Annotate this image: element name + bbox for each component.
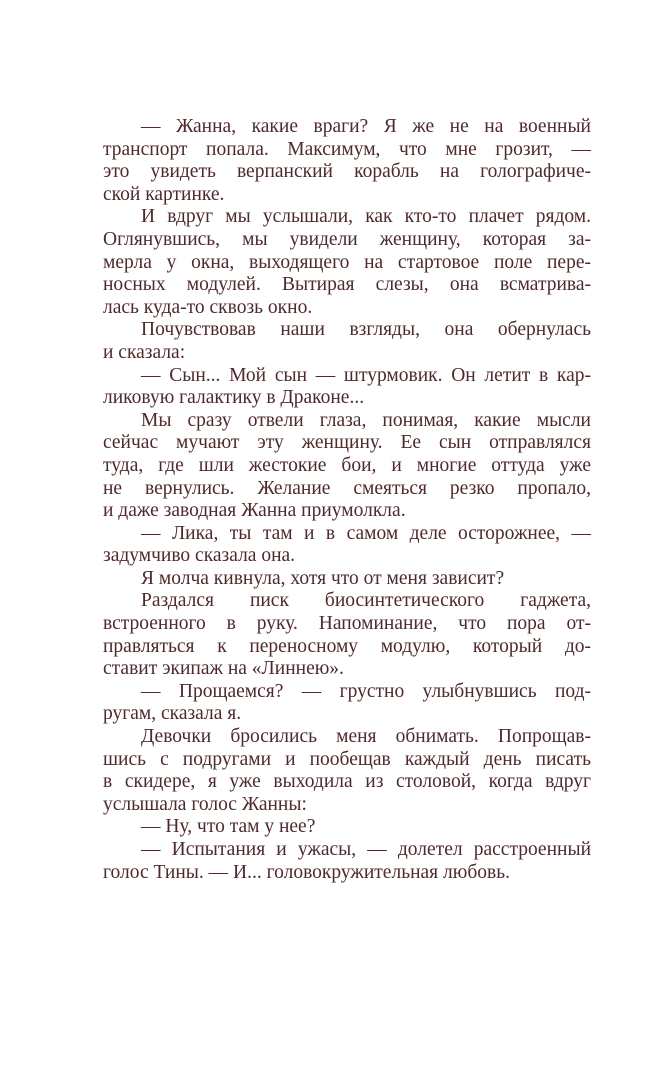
text-line: Мы сразу отвели глаза, понимая, какие мысли (141, 409, 591, 431)
text-line: ской картинке. (103, 183, 225, 205)
paragraph (103, 568, 591, 591)
text-line: задумчиво сказала она. (103, 545, 296, 567)
text-line: ругам, сказала я. (103, 703, 242, 725)
text-line: туда, где шли жестокие бои, и многие оттуда уже (103, 454, 591, 476)
text-line: Оглянувшись, мы увидели женщину, которая за- (103, 228, 591, 250)
text-line: — Сын... Мой сын — штурмовик. Он летит в кар- (141, 364, 591, 386)
paragraph (103, 590, 591, 680)
paragraph (103, 726, 591, 816)
text-line: — Испытания и ужасы, — долетел расстроенный (141, 839, 591, 860)
paragraph (103, 839, 591, 884)
paragraph (103, 523, 591, 568)
text-line: правляться к переносному модулю, который до- (103, 635, 591, 657)
text-line: Девочки бросились меня обнимать. Попрощав- (141, 726, 591, 748)
text-line: голос Тины. — И... головокружительная любовь. (103, 861, 510, 883)
text-line: в скидере, я уже выходила из столовой, когда вдруг (103, 771, 591, 793)
text-line: и сказала: (103, 341, 186, 363)
text-line: не вернулись. Желание смеяться резко пропало, (103, 477, 591, 499)
text-line: ликовую галактику в Драконе... (103, 387, 365, 409)
paragraph (103, 681, 591, 726)
text-line: сейчас мучают эту женщину. Ее сын отправлялся (103, 432, 591, 454)
paragraph (103, 410, 591, 523)
text-line: — Лика, ты там и в самом деле осторожнее, — (141, 522, 591, 544)
text-line: и даже заводная Жанна приумолкла. (103, 500, 406, 522)
text-line: И вдруг мы услышали, как кто-то плачет рядом. (141, 206, 591, 228)
text-line: шись с подругами и пообещав каждый день писать (103, 748, 591, 770)
text-line: мерла у окна, выходящего на стартовое поле пере- (103, 251, 591, 273)
paragraph (103, 206, 591, 319)
paragraph (103, 816, 591, 839)
text-line: — Прощаемся? — грустно улыбнувшись под- (141, 680, 591, 702)
text-line: носных модулей. Вытирая слезы, она всматрива- (103, 274, 591, 296)
text-line: — Жанна, какие враги? Я же не на военный (141, 116, 591, 137)
text-line: Я молча кивнула, хотя что от меня зависит? (141, 567, 505, 589)
text-line: Почувствовав наши взгляды, она обернулась (141, 319, 591, 341)
text-line: — Ну, что там у нее? (141, 816, 316, 838)
page-text-block (103, 116, 591, 884)
text-line: Раздался писк биосинтетического гаджета, (141, 590, 591, 612)
text-line: встроенного в руку. Напоминание, что пора от- (103, 613, 591, 635)
text-line: ставит экипаж на «Линнею». (103, 658, 344, 680)
text-line: лась куда-то сквозь окно. (103, 296, 313, 318)
paragraph (103, 319, 591, 364)
text-line: услышала голос Жанны: (103, 793, 307, 815)
paragraph (103, 365, 591, 410)
paragraph (103, 116, 591, 206)
text-line: транспорт попала. Максимум, что мне грозит, — (103, 138, 591, 160)
text-line: это увидеть верпанский корабль на голографиче- (103, 161, 591, 183)
